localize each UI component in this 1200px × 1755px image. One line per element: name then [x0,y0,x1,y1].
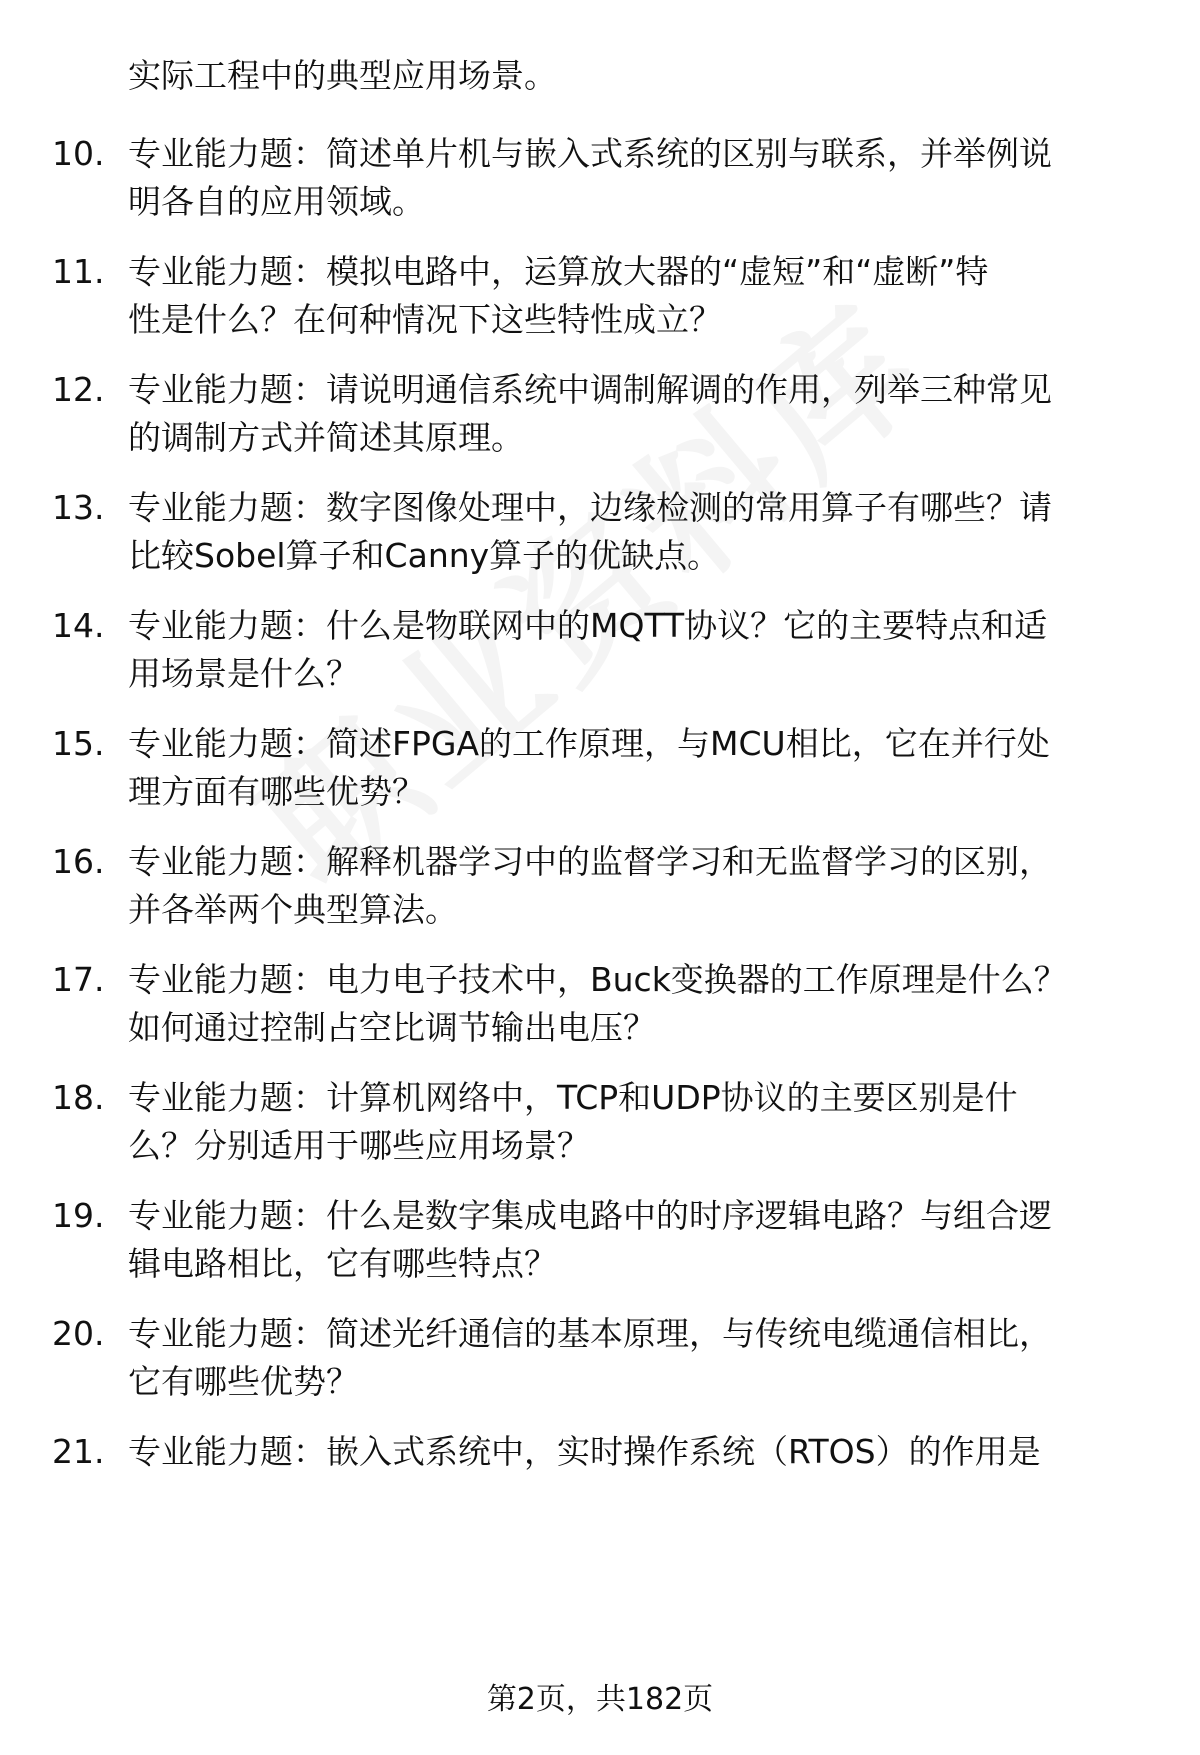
question-item [0,1074,1200,1170]
question-line-1: 专业能力题：简述光纤通信的基本原理，与传统电缆通信相比， [128,1314,1052,1353]
question-line-1: 专业能力题：简述单片机与嵌入式系统的区别与联系，并举例说 [128,134,1052,173]
intro-line: 实际工程中的典型应用场景。 [128,56,557,95]
question-line-1: 专业能力题：计算机网络中，TCP和UDP协议的主要区别是什 [128,1078,1018,1117]
question-number: 10. [52,134,105,173]
question-item [0,602,1200,698]
question-line-1: 专业能力题：解释机器学习中的监督学习和无监督学习的区别， [128,842,1052,881]
question-line-1: 专业能力题：简述FPGA的工作原理，与MCU相比，它在并行处 [128,724,1050,763]
question-line-1: 专业能力题：嵌入式系统中，实时操作系统（RTOS）的作用是 [128,1432,1041,1471]
question-item [0,1192,1200,1288]
question-number: 16. [52,842,105,881]
question-line-2: 用场景是什么？ [128,654,359,693]
question-line-2: 比较Sobel算子和Canny算子的优缺点。 [128,536,721,575]
question-number: 13. [52,488,105,527]
page-footer: 第2页，共182页 [486,1682,714,1717]
question-number: 12. [52,370,105,409]
question-number: 11. [52,252,105,291]
question-line-2: 么？分别适用于哪些应用场景？ [128,1126,590,1165]
question-line-2: 性是什么？在何种情况下这些特性成立？ [128,300,722,339]
question-number: 20. [52,1314,105,1353]
question-item [0,1310,1200,1406]
question-item [0,838,1200,934]
question-line-2: 如何通过控制占空比调节输出电压？ [128,1008,656,1047]
question-number: 15. [52,724,105,763]
question-item [0,130,1200,226]
question-number: 14. [52,606,105,645]
question-line-2: 理方面有哪些优势？ [128,772,425,811]
question-line-2: 辑电路相比，它有哪些特点？ [128,1244,557,1283]
question-line-1: 专业能力题：电力电子技术中，Buck变换器的工作原理是什么？ [128,960,1067,999]
question-line-2: 它有哪些优势？ [128,1362,359,1401]
question-line-1: 专业能力题：数字图像处理中，边缘检测的常用算子有哪些？请 [128,488,1052,527]
question-line-1: 专业能力题：模拟电路中，运算放大器的“虚短”和“虚断”特 [128,252,989,291]
question-number: 18. [52,1078,105,1117]
question-number: 17. [52,960,105,999]
question-item [0,956,1200,1052]
question-number: 21. [52,1432,105,1471]
question-item [0,1428,1200,1524]
question-line-1: 专业能力题：请说明通信系统中调制解调的作用，列举三种常见 [128,370,1052,409]
question-line-1: 专业能力题：什么是数字集成电路中的时序逻辑电路？与组合逻 [128,1196,1052,1235]
watermark [210,246,962,926]
question-line-2: 并各举两个典型算法。 [128,890,458,929]
question-item [0,720,1200,816]
question-number: 19. [52,1196,105,1235]
question-line-2: 的调制方式并简述其原理。 [128,418,524,457]
question-item [0,248,1200,344]
question-item [0,366,1200,462]
question-line-2: 明各自的应用领域。 [128,182,425,221]
question-item [0,484,1200,580]
question-line-1: 专业能力题：什么是物联网中的MQTT协议？它的主要特点和适 [128,606,1048,645]
